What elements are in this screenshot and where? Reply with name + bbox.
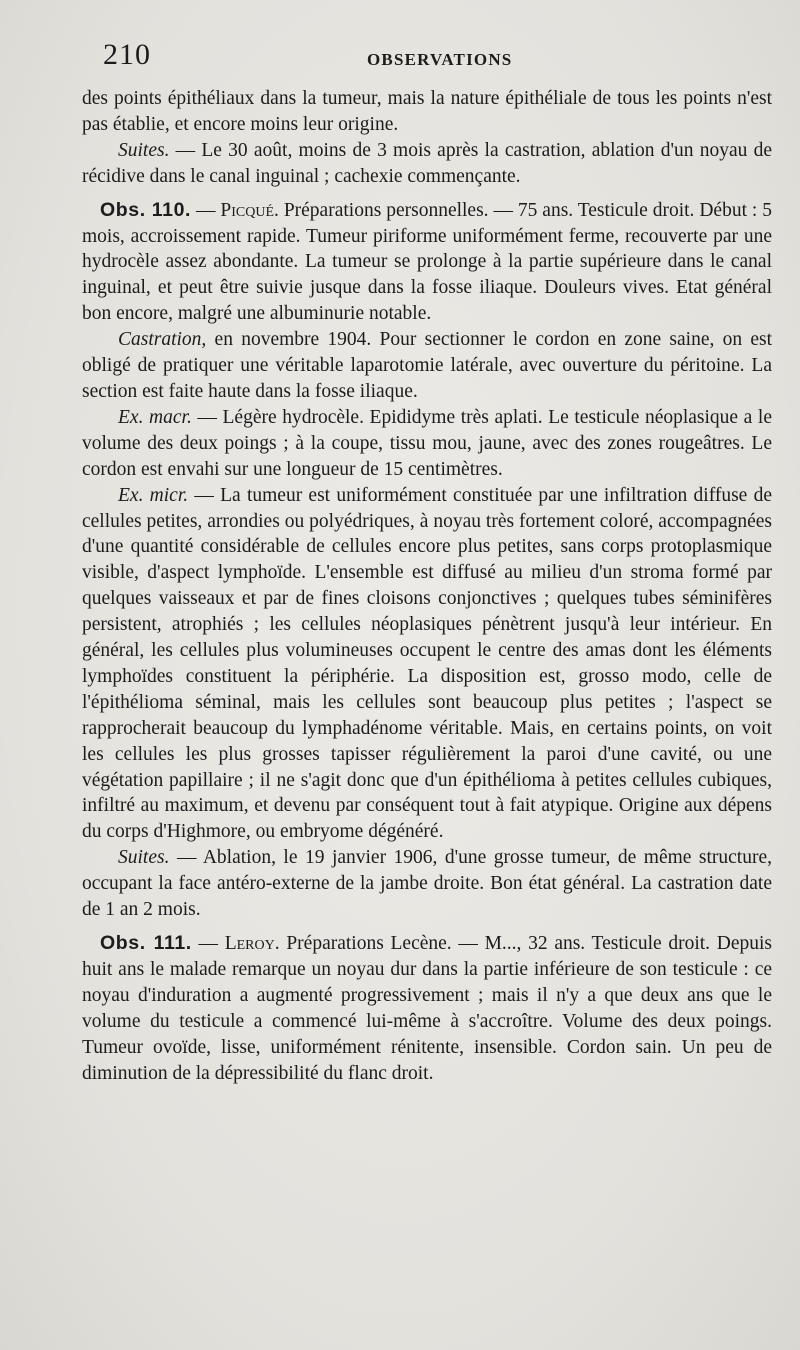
paragraph-lead: Castration, [118,329,207,351]
observation-label: Obs. 110. [100,198,192,221]
paragraph-text: — Ablation, le 19 janvier 1906, d'une grosse tumeur, de même structure, occupant la face antéro-externe de la jambe droite. Bon état général. La castration date de 1 an 2 mois. [82,847,772,921]
paragraph-text: . Préparations Lecène. — M..., 32 ans. Testicule droit. Depuis huit ans le malade remarque un noyau dur dans la partie inférieure de son testicule : ce noyau d'induration a augmenté progressivement ; mais il n'y a que deux ans que le volume du testicule a commencé lui-même à s'accroître. Volume des deux poings. Tumeur ovoïde, lisse, uniformément rénitente, insensible. Cordon sain. Un peu de diminution de la dépressibilité du flanc droit. [82,933,773,1084]
paragraph-text: — Le 30 août, moins de 3 mois après la castration, ablation d'un noyau de récidive dans le canal inguinal ; cachexie commençante. [82,139,772,187]
paragraph-text: — La tumeur est uniformément constituée par une infiltration diffuse de cellules petites, arrondies ou polyédriques, à noyau très fortement coloré, accompagnées d'une quantité considérable de cellules encore plus petites, sans corps protoplasmique visible, d'aspect lymphoïde. L'ensemble est diffusé au milieu d'un stroma formé par quelques vaisseaux et par de fines cloisons conjonctives ; quelques tubes séminifères persistent, atrophiés ; les cellules néoplasiques pénètrent jusqu'à leur intérieur. En général, les cellules plus volumineuses occupent le centre des amas dont les éléments lymphoïdes constituent la périphérie. La disposition est, grosso modo, celle de l'épithélioma séminal, mais les cellules sont beaucoup plus petites ; l'aspect se rapprocherait beaucoup du lymphadénome véritable. Mais, en certains points, on voit les cellules les plus grosses tapisser régulièrement la paroi d'une cavité, ou une végétation papillaire ; il ne s'agit donc que d'un épithélioma à petites cellules cubiques, infiltré au maximum, et devenu par conséquent tout à fait atypique. Origine aux dépens du corps d'Highmore, ou embryome dégénéré. [82,484,772,843]
observation-author: Picqué [220,199,275,221]
paragraph-suites [82,138,772,190]
paragraph-suites-2 [82,845,772,923]
paragraph-lead: Ex. micr. [118,484,189,506]
page-header [0,38,800,78]
paragraph-text: — Légère hydrocèle. Epididyme très aplati. Le testicule néoplasique a le volume des deux poings ; à la coupe, tissu mou, jaune, avec des zones rougeâtres. Le cordon est envahi sur une longueur de 15 centimètres. [82,406,772,480]
paragraph-castration [82,327,772,405]
running-head: OBSERVATIONS [367,50,513,69]
observation-111: Obs. 111. — Leroy. Préparations Lecène. — M..., 32 ans. Testicule droit. Depuis huit ans le malade remarque un noyau dur dans la partie inférieure de son testicule : ce noyau d'induration a augmenté progressivement ; mais il n'y a que deux ans que le volume du testicule a commencé lui-même à s'accroître. Volume des deux poings. Tumeur ovoïde, lisse, uniformément rénitente, insensible. Cordon sain. Un peu de diminution de la dépressibilité du flanc droit. [82,932,773,1084]
body-text [82,86,772,1086]
paragraph-lead: Ex. macr. [118,406,192,428]
paragraph-text: en novembre 1904. Pour sectionner le cordon en zone saine, on est obligé de pratiquer une véritable laparotomie latérale, avec ouverture du péritoine. La section est faite haute dans la fosse iliaque. [82,329,772,402]
observation-110: Obs. 110. — Picqué. Préparations personnelles. — 75 ans. Testicule droit. Début : 5 mois, accroissement rapide. Tumeur piriforme uniformément ferme, recouverte par une hydrocèle assez abondante. La tumeur se prolonge à la partie supérieure dans le canal inguinal, et peut être suivie jusque dans la fosse iliaque. Douleurs vives. Etat général bon encore, malgré une albuminurie notable. [82,198,772,325]
paragraph-lead: Suites. [118,847,170,869]
page-number: 210 [103,38,151,71]
observation-author: Leroy [224,933,275,954]
paragraph-lead: Suites. [118,139,170,161]
observation-label: Obs. 111. [100,932,192,954]
paragraph-ex-micr [82,483,772,846]
paragraph-ex-macr [82,405,772,483]
paragraph-continuation: des points épithéliaux dans la tumeur, mais la nature épithéliale de tous les points n'est pas établie, et encore moins leur origine. [82,88,772,135]
paragraph-text: . Préparations personnelles. — 75 ans. Testicule droit. Début : 5 mois, accroissement rapide. Tumeur piriforme uniformément ferme, recouverte par une hydrocèle assez abondante. La tumeur se prolonge à la partie supérieure dans le canal inguinal, et peut être suivie jusque dans la fosse iliaque. Douleurs vives. Etat général bon encore, malgré une albuminurie notable. [82,199,772,325]
